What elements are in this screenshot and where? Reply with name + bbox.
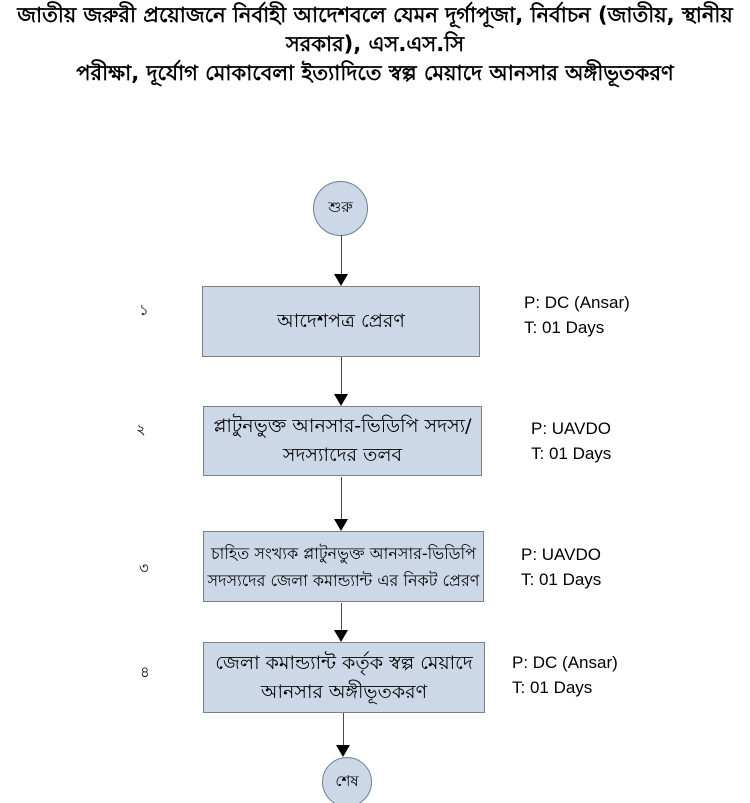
annotation-3-person: P: UAVDO [521,545,601,564]
flowchart-end-node [322,757,372,803]
connector-arrow-5 [336,713,350,757]
step-number-4: ৪ [140,663,150,681]
process-box-1-label: আদেশপত্র প্রেরণ [277,310,405,332]
arrow-shaft [341,477,342,519]
flowchart-start-node [313,181,368,236]
annotation-1 [524,290,630,340]
page-title-line-2: পরীক্ষা, দূর্যোগ মোকাবেলা ইত্যাদিতে স্বল্প মেয়াদে আনসার অঙ্গীভূতকরণ [76,61,674,85]
process-box-4 [203,642,485,713]
annotation-2-time: T: 01 Days [531,444,612,463]
process-box-1 [202,286,480,357]
process-box-3-label-line-1: চাহিত সংখ্যক প্লাটুনভুক্ত আনসার-ভিডিপি [211,543,476,563]
process-box-4-label-line-1: জেলা কমান্ড্যান্ট কর্তৃক স্বল্প মেয়াদে [215,651,473,674]
start-node-label: শুরু [328,198,353,216]
page-title-line-1: জাতীয় জরুরী প্রয়োজনে নির্বাহী আদেশবলে যেমন দূর্গাপূজা, নির্বাচন (জাতীয়, স্থানীয় সরকার), এস.এস.সি [17,3,733,56]
connector-arrow-4 [334,603,348,642]
step-number-3: ৩ [139,559,149,577]
annotation-3-time: T: 01 Days [521,570,602,589]
process-box-2 [203,406,482,476]
connector-arrow-3 [334,477,348,531]
step-number-2: ২ [136,420,146,438]
end-node-label: শেষ [335,771,359,790]
annotation-3 [521,542,601,592]
connector-arrow-1 [334,235,348,286]
arrow-shaft [343,713,344,745]
process-box-4-label-line-2: আনসার অঙ্গীভূতকরণ [260,680,428,703]
connector-arrow-2 [334,357,348,406]
annotation-1-time: T: 01 Days [524,318,605,337]
arrow-shaft [341,235,342,274]
arrow-down-icon [334,274,348,286]
arrow-down-icon [334,519,348,531]
arrow-down-icon [334,630,348,642]
process-box-3 [203,531,484,602]
process-box-3-label-line-2: সদস্যদের জেলা কমান্ড্যান্ট এর নিকট প্রেরণ [207,570,480,590]
process-box-2-label-line-2: সদস্যাদের তলব [282,444,403,466]
arrow-shaft [341,357,342,394]
annotation-2 [531,416,611,466]
arrow-down-icon [336,745,350,757]
arrow-down-icon [334,394,348,406]
step-number-1: ১ [139,301,149,319]
annotation-4-time: T: 01 Days [512,678,593,697]
annotation-2-person: P: UAVDO [531,419,611,438]
annotation-4-person: P: DC (Ansar) [512,653,618,672]
arrow-shaft [341,603,342,630]
annotation-1-person: P: DC (Ansar) [524,293,630,312]
page-title [0,1,750,88]
annotation-4 [512,650,618,700]
process-box-2-label-line-1: প্লাটুনভুক্ত আনসার-ভিডিপি সদস্য/ [213,415,472,437]
